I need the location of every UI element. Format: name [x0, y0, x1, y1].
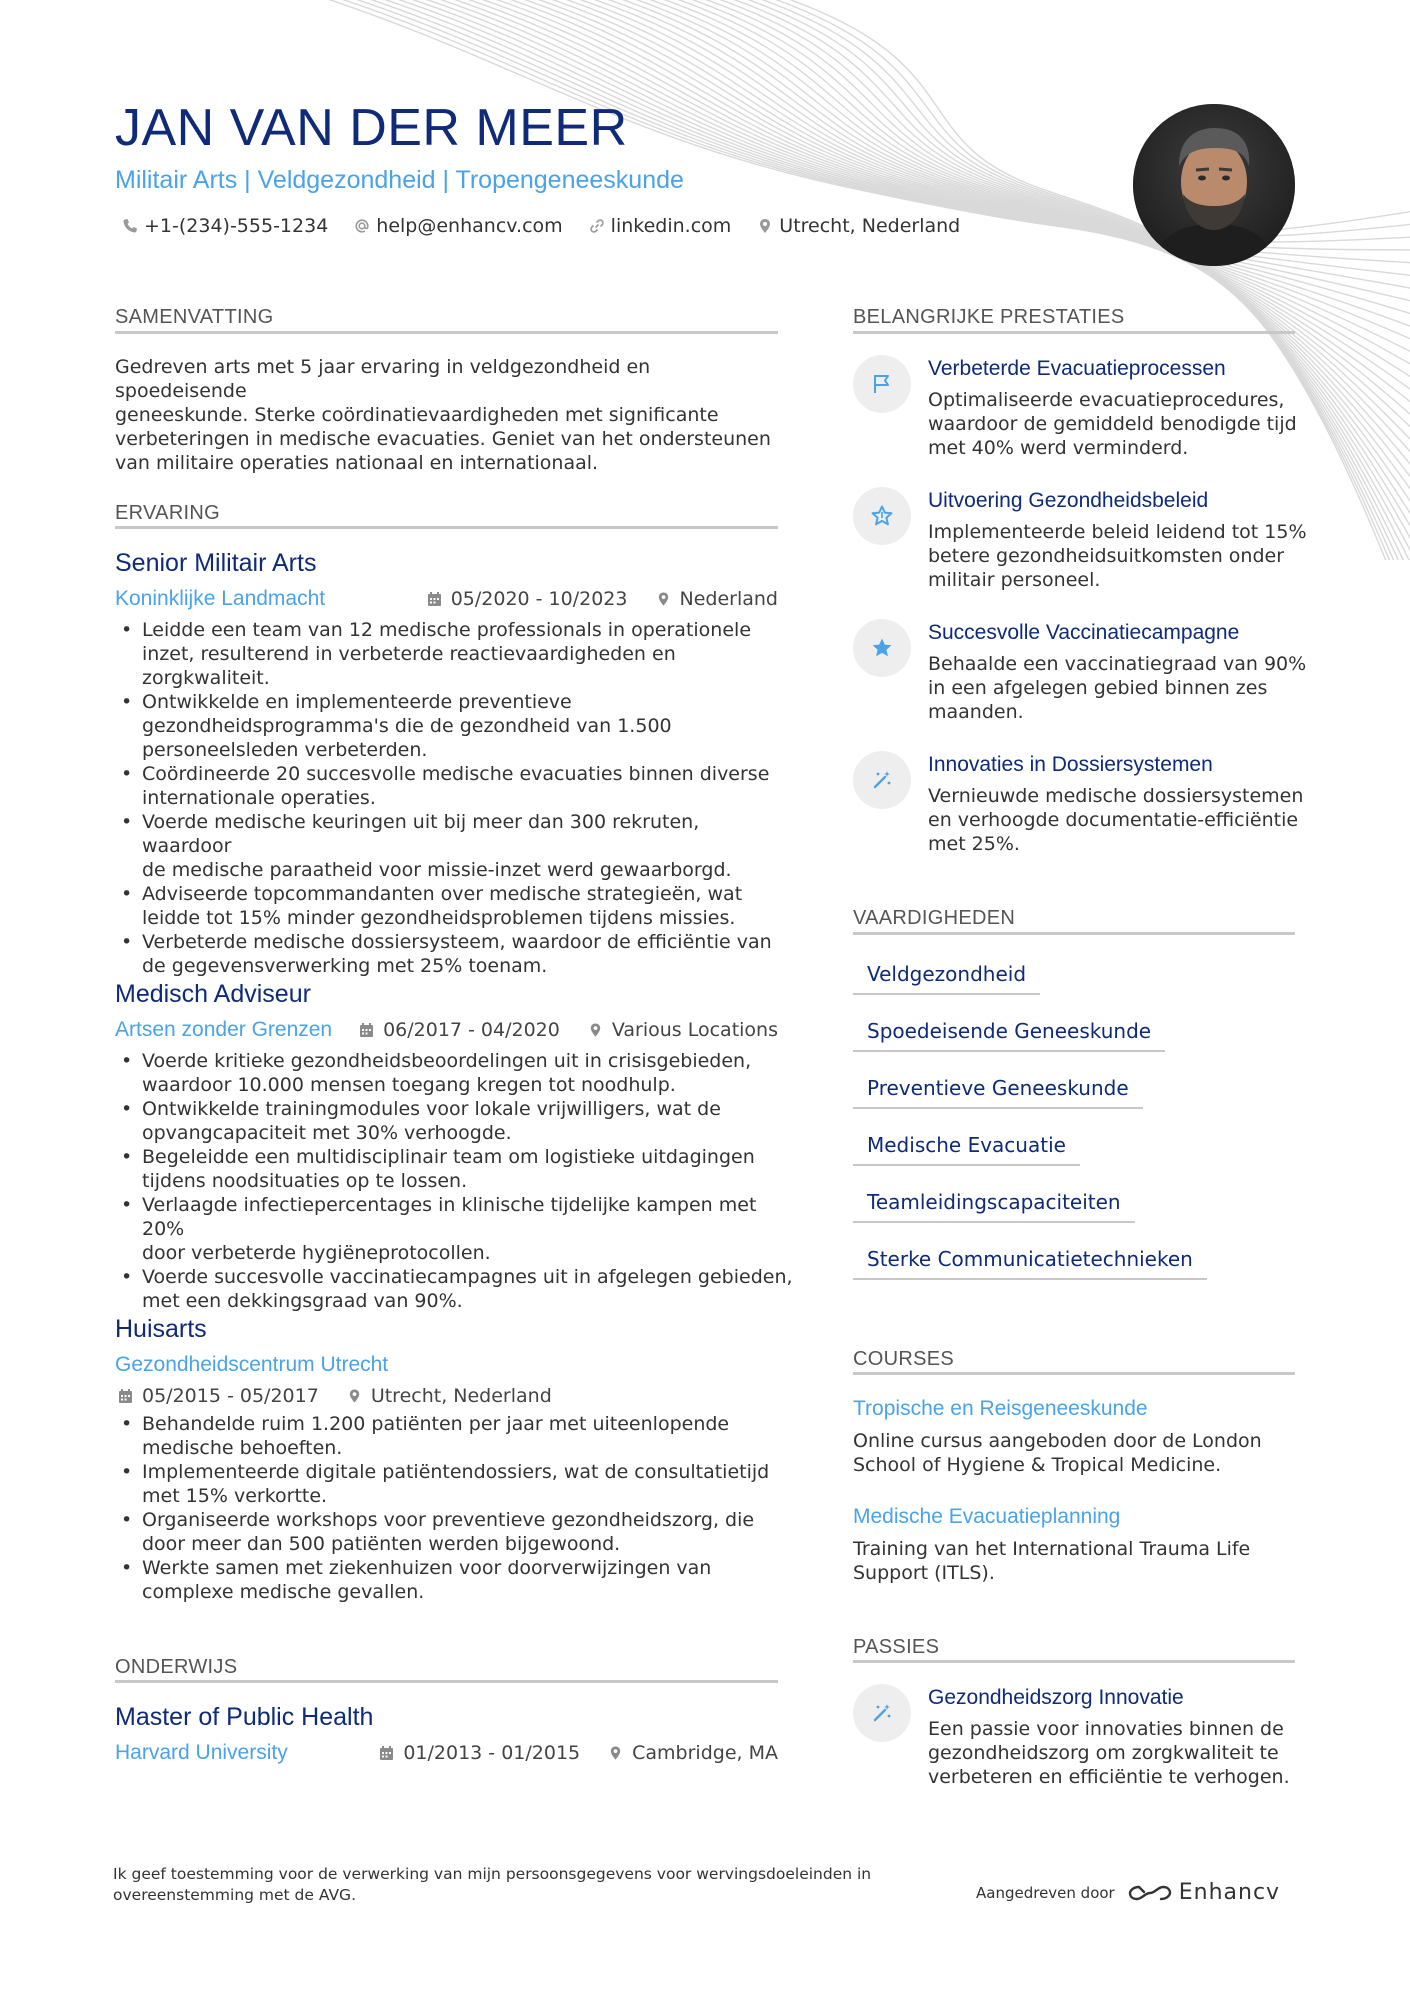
- calendar-icon: [427, 591, 442, 607]
- education-location: Cambridge, MA: [632, 1742, 778, 1764]
- contact-linkedin[interactable]: [589, 215, 732, 237]
- courses-heading: COURSES: [853, 1348, 955, 1370]
- job-company: Artsen zonder Grenzen: [115, 1018, 333, 1041]
- achievements-heading: BELANGRIJKE PRESTATIES: [853, 306, 1125, 328]
- passion-title: Gezondheidszorg Innovatie: [928, 1686, 1184, 1709]
- phone-icon: [122, 218, 138, 234]
- candidate-name: JAN VAN DER MEER: [115, 99, 628, 157]
- achievement-title: Verbeterde Evacuatieprocessen: [928, 357, 1226, 380]
- skill-tag: Veldgezondheid: [853, 962, 1040, 995]
- job-location: Utrecht, Nederland: [370, 1385, 552, 1407]
- profile-photo: [1133, 104, 1295, 266]
- skills-heading: VAARDIGHEDEN: [853, 907, 1016, 929]
- job-dates: 05/2020 - 10/2023: [450, 588, 628, 610]
- job-location: Nederland: [679, 588, 778, 610]
- list-item: • Behandelde ruim 1.200 patiënten per jaar met uiteenlopende medische behoeften.: [115, 1412, 785, 1460]
- magic-wand-icon: [870, 1701, 894, 1725]
- skill-tag: Medische Evacuatie: [853, 1133, 1080, 1166]
- location-pin-icon: [588, 1022, 603, 1038]
- summary-line: geneeskunde. Sterke coördinatievaardigheden met significante: [115, 404, 719, 426]
- contact-bar: [122, 215, 986, 237]
- powered-by-label: Aangedreven door: [976, 1883, 1115, 1902]
- achievement-title: Innovaties in Dossiersystemen: [928, 753, 1213, 776]
- summary-heading: SAMENVATTING: [115, 306, 274, 328]
- brand-name: Enhancv: [1178, 1880, 1281, 1905]
- courses-divider: [853, 1372, 1295, 1375]
- education-heading: ONDERWIJS: [115, 1656, 238, 1678]
- summary-line: van militaire operaties nationaal en internationaal.: [115, 452, 599, 474]
- list-item: • Ontwikkelde en implementeerde preventieve gezondheidsprogramma's die de gezondheid van 1.500 personeelsleden verbeterden.: [115, 690, 785, 762]
- job-title: Senior Militair Arts: [115, 549, 317, 577]
- skill-tag: Teamleidingscapaciteiten: [853, 1190, 1135, 1223]
- degree-title: Master of Public Health: [115, 1703, 374, 1731]
- calendar-icon: [379, 1745, 394, 1761]
- job-dates: 06/2017 - 04/2020: [383, 1019, 560, 1041]
- skill-tag: Sterke Communicatietechnieken: [853, 1247, 1207, 1280]
- list-item: • Leidde een team van 12 medische professionals in operationele inzet, resulterend in verbeterde reactievaardigheden en zorgkwaliteit.: [115, 618, 785, 690]
- achievement-desc: Implementeerde beleid leidend tot 15% betere gezondheidsuitkomsten onder militair personeel.: [928, 521, 1307, 591]
- list-item: • Voerde succesvolle vaccinatiecampagnes uit in afgelegen gebieden, met een dekkingsgraad van 90%.: [115, 1265, 795, 1313]
- summary-text: [115, 355, 778, 475]
- calendar-icon: [359, 1022, 374, 1038]
- phone-text: +1-(234)-555-1234: [144, 215, 329, 237]
- achievement-icon-wrap: [853, 355, 911, 413]
- list-item: • Verbeterde medische dossiersysteem, waardoor de efficiëntie van de gegevensverwerking met 25% toenam.: [115, 930, 785, 978]
- job-title: Medisch Adviseur: [115, 980, 311, 1008]
- course-title: Tropische en Reisgeneeskunde: [853, 1397, 1148, 1420]
- location-pin-icon: [347, 1388, 362, 1404]
- skill-tag: Preventieve Geneeskunde: [853, 1076, 1143, 1109]
- enhancv-logo: [1127, 1880, 1280, 1905]
- achievement-desc: Vernieuwde medische dossiersystemen en verhoogde documentatie-efficiëntie met 25%.: [928, 785, 1304, 855]
- achievement-desc: Behaalde een vaccinatiegraad van 90% in een afgelegen gebied binnen zes maanden.: [928, 653, 1307, 723]
- candidate-subtitle: Militair Arts | Veldgezondheid | Tropengeneeskunde: [115, 166, 684, 194]
- list-item: • Coördineerde 20 succesvolle medische evacuaties binnen diverse internationale operaties.: [115, 762, 785, 810]
- job-company: Gezondheidscentrum Utrecht: [115, 1353, 389, 1376]
- passions-heading: PASSIES: [853, 1636, 940, 1658]
- email-text: help@enhancv.com: [376, 215, 563, 237]
- star-outline-icon: [870, 504, 894, 528]
- star-icon: [870, 636, 894, 660]
- location-pin-icon: [656, 591, 671, 607]
- course-desc: Training van het International Trauma Life Support (ITLS).: [853, 1538, 1251, 1584]
- course-title: Medische Evacuatieplanning: [853, 1505, 1121, 1528]
- summary-line: verbeteringen in medische evacuaties. Geniet van het ondersteunen: [115, 428, 771, 450]
- achievements-divider: [853, 331, 1295, 334]
- infinity-logo-icon: [1127, 1881, 1173, 1905]
- job-location: Various Locations: [611, 1019, 778, 1041]
- passion-icon-wrap: [853, 1684, 911, 1742]
- summary-divider: [115, 331, 778, 334]
- list-item: • Begeleidde een multidisciplinair team om logistieke uitdagingen tijdens noodsituaties op te lossen.: [115, 1145, 795, 1193]
- experience-heading: ERVARING: [115, 502, 221, 524]
- job-bullets: [115, 618, 785, 978]
- powered-by[interactable]: [976, 1880, 1280, 1905]
- job-bullets: [115, 1412, 785, 1604]
- at-icon: [354, 218, 370, 234]
- achievement-icon-wrap: [853, 487, 911, 545]
- school-name: Harvard University: [115, 1741, 288, 1764]
- consent-note: Ik geef toestemming voor de verwerking van mijn persoonsgegevens voor wervingsdoeleinden in overeenstemming met de AVG.: [113, 1865, 872, 1904]
- list-item: • Werkte samen met ziekenhuizen voor doorverwijzingen van complexe medische gevallen.: [115, 1556, 785, 1604]
- education-meta: [379, 1742, 778, 1764]
- summary-line: Gedreven arts met 5 jaar ervaring in veldgezondheid en spoedeisende: [115, 356, 651, 402]
- linkedin-text: linkedin.com: [610, 215, 732, 237]
- list-item: • Verlaagde infectiepercentages in klinische tijdelijke kampen met 20% door verbeterde hygiëneprotocollen.: [115, 1193, 795, 1265]
- passions-divider: [853, 1660, 1295, 1663]
- education-dates: 01/2013 - 01/2015: [403, 1742, 581, 1764]
- job-bullets: [115, 1049, 795, 1313]
- location-text: Utrecht, Nederland: [779, 215, 961, 237]
- job-dates: 05/2015 - 05/2017: [142, 1385, 319, 1407]
- magic-wand-icon: [870, 768, 894, 792]
- link-icon: [589, 218, 605, 234]
- course-desc: Online cursus aangeboden door de London School of Hygiene & Tropical Medicine.: [853, 1430, 1262, 1476]
- job-meta: [359, 1019, 778, 1041]
- job-company: Koninklijke Landmacht: [115, 587, 326, 610]
- list-item: • Voerde medische keuringen uit bij meer dan 300 rekruten, waardoor de medische paraatheid voor missie-inzet werd gewaarborgd.: [115, 810, 785, 882]
- achievement-title: Succesvolle Vaccinatiecampagne: [928, 621, 1240, 644]
- job-meta: [427, 588, 778, 610]
- contact-email[interactable]: [354, 215, 562, 237]
- achievement-title: Uitvoering Gezondheidsbeleid: [928, 489, 1209, 512]
- list-item: • Voerde kritieke gezondheidsbeoordelingen uit in crisisgebieden, waardoor 10.000 mensen toegang kregen tot noodhulp.: [115, 1049, 795, 1097]
- education-divider: [115, 1680, 778, 1683]
- job-meta: [118, 1385, 552, 1407]
- calendar-icon: [118, 1388, 133, 1404]
- list-item: • Ontwikkelde trainingmodules voor lokale vrijwilligers, wat de opvangcapaciteit met 30% verhoogde.: [115, 1097, 795, 1145]
- location-pin-icon: [757, 218, 773, 234]
- contact-location: [757, 215, 960, 237]
- list-item: • Adviseerde topcommandanten over medische strategieën, wat leidde tot 15% minder gezondheidsproblemen tijdens missies.: [115, 882, 785, 930]
- location-pin-icon: [608, 1745, 623, 1761]
- list-item: • Implementeerde digitale patiëntendossiers, wat de consultatietijd met 15% verkortte.: [115, 1460, 785, 1508]
- list-item: • Organiseerde workshops voor preventieve gezondheidszorg, die door meer dan 500 patiënten werden bijgewoond.: [115, 1508, 785, 1556]
- avatar: [1133, 104, 1295, 266]
- passion-desc: Een passie voor innovaties binnen de gezondheidszorg om zorgkwaliteit te verbeteren en efficiëntie te verhogen.: [928, 1718, 1290, 1788]
- skill-tag: Spoedeisende Geneeskunde: [853, 1019, 1165, 1052]
- achievement-desc: Optimaliseerde evacuatieprocedures, waardoor de gemiddeld benodigde tijd met 40% werd verminderd.: [928, 389, 1297, 459]
- achievement-icon-wrap: [853, 751, 911, 809]
- flag-icon: [870, 372, 894, 396]
- job-title: Huisarts: [115, 1315, 207, 1343]
- achievement-icon-wrap: [853, 619, 911, 677]
- experience-divider: [115, 526, 778, 529]
- skills-divider: [853, 932, 1295, 935]
- contact-phone[interactable]: [122, 215, 328, 237]
